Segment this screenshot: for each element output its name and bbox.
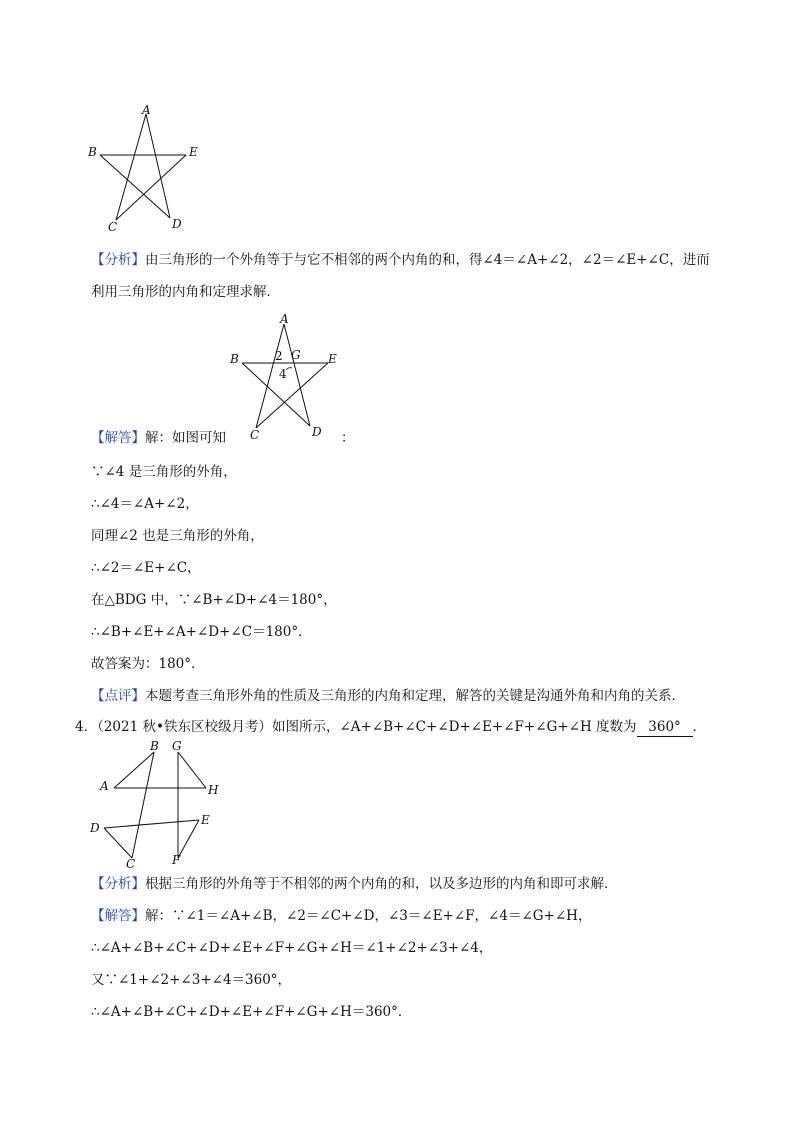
solution-intro-colon: ： <box>341 430 355 446</box>
edge-ef <box>178 820 199 858</box>
edge-bc <box>132 752 154 858</box>
p3-solution-line-4: ∴∠2＝∠E+∠C， <box>91 560 201 576</box>
q4-solution-line-2: ∴∠A+∠B+∠C+∠D+∠E+∠F+∠G+∠H＝∠1+∠2+∠3+∠4， <box>91 940 493 956</box>
solution-tag: 【解答】 <box>91 430 145 446</box>
p3-solution-intro <box>91 429 226 447</box>
label-d: D <box>312 425 322 439</box>
label-d: D <box>172 217 182 231</box>
p3-comment <box>91 687 685 705</box>
p3-analysis-line-2: 利用三角形的内角和定理求解． <box>91 284 280 300</box>
analysis-text: 根据三角形的外角等于不相邻的两个内角的和，以及多边形的内角和即可求解． <box>145 876 618 892</box>
edge-ad <box>284 324 310 426</box>
q4-solution-line-3: 又∵∠1+∠2+∠3+∠4＝360°， <box>91 972 292 988</box>
angle-sum-figure-3 <box>84 738 244 873</box>
p3-solution-line-5: 在△BDG 中，∵∠B+∠D+∠4＝180°， <box>91 592 337 608</box>
label-b: B <box>230 352 239 366</box>
p3-solution-line-3: 同理∠2 也是三角形的外角， <box>91 528 264 544</box>
edge-ac <box>116 114 146 220</box>
q4-solution-line-4: ∴∠A+∠B+∠C+∠D+∠E+∠F+∠G+∠H＝360°． <box>91 1004 412 1020</box>
label-e: E <box>189 145 198 159</box>
label-b: B <box>88 145 97 159</box>
p3-solution-line-1: ∵∠4 是三角形的外角， <box>91 464 237 480</box>
solution-text: 解：∵∠1＝∠A+∠B，∠2＝∠C+∠D，∠3＝∠E+∠F，∠4＝∠G+∠H， <box>145 908 592 924</box>
label-b: B <box>150 739 159 753</box>
label-e: E <box>201 813 210 827</box>
q4-analysis <box>91 875 618 893</box>
question-text: （2021 秋•铁东区校级月考）如图所示，∠A+∠B+∠C+∠D+∠E+∠F+∠G+∠H 度数为 <box>97 719 637 735</box>
label-a: A <box>100 779 109 793</box>
label-c: C <box>250 428 260 442</box>
analysis-tag: 【分析】 <box>91 252 145 268</box>
label-f: F <box>172 853 181 867</box>
solution-tag: 【解答】 <box>91 908 145 924</box>
label-e: E <box>328 352 337 366</box>
edge-ec <box>256 363 328 428</box>
analysis-tag: 【分析】 <box>91 876 145 892</box>
q4-solution-line-1 <box>91 907 591 925</box>
edge-ad <box>146 114 170 218</box>
comment-text: 本题考查三角形外角的性质及三角形的内角和定理，解答的关键是沟通外角和内角的关系． <box>145 688 685 704</box>
question-4 <box>75 718 706 737</box>
edge-gh <box>178 752 206 788</box>
answer-blank: 360° <box>637 718 693 737</box>
label-angle-4: 4 <box>279 367 287 381</box>
p3-solution-line-7: 故答案为：180°． <box>91 656 205 672</box>
question-end: ． <box>692 719 707 735</box>
edge-de <box>104 820 199 828</box>
label-a: A <box>142 103 151 117</box>
label-h: H <box>208 783 219 797</box>
pentagram-figure-2 <box>228 310 358 445</box>
solution-intro-text: 解：如图可知 <box>145 430 226 446</box>
p3-solution-line-6: ∴∠B+∠E+∠A+∠D+∠C＝180°． <box>91 624 312 640</box>
question-number: 4． <box>75 719 98 735</box>
edge-bd <box>100 155 170 218</box>
label-angle-2: 2 <box>275 349 283 363</box>
label-c: C <box>126 857 136 871</box>
p3-solution-line-2: ∴∠4＝∠A+∠2， <box>91 496 199 512</box>
edge-bd <box>242 363 310 426</box>
edge-dc <box>104 828 132 858</box>
label-a: A <box>280 312 289 326</box>
comment-tag: 【点评】 <box>91 688 145 704</box>
label-g: G <box>172 739 182 753</box>
label-d: D <box>90 821 100 835</box>
edge-ec <box>116 155 186 220</box>
p3-analysis-line-1 <box>91 251 710 269</box>
analysis-text: 由三角形的一个外角等于与它不相邻的两个内角的和，得∠4＝∠A+∠2，∠2＝∠E+∠C，进而 <box>145 252 710 268</box>
label-g: G <box>291 348 301 362</box>
pentagram-figure-1 <box>80 100 220 235</box>
label-c: C <box>108 220 118 234</box>
angle-4-arc <box>286 368 292 370</box>
